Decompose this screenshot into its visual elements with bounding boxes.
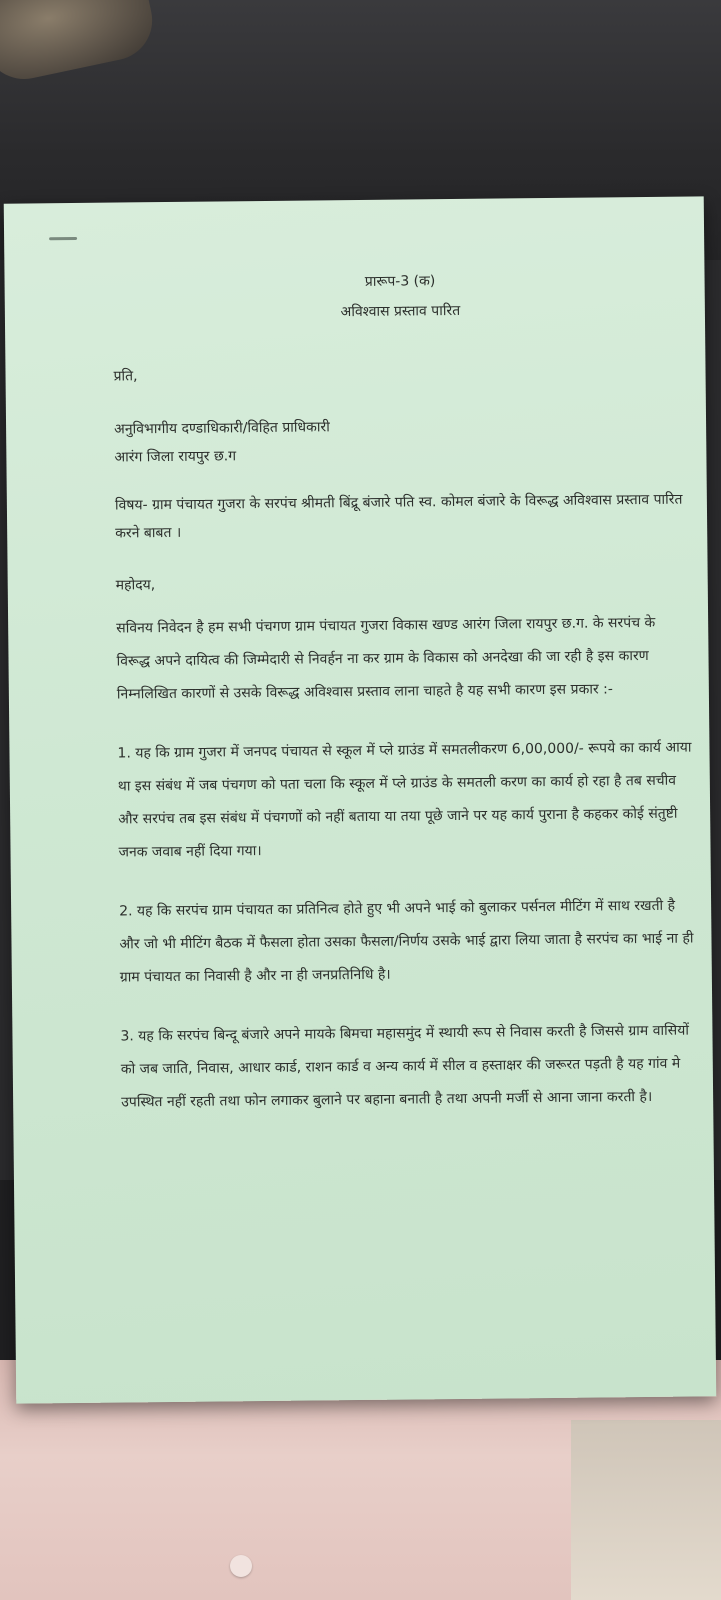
floor-background (571, 1420, 721, 1600)
point-paragraph: 2. यह कि सरपंच ग्राम पंचायत का प्रतिनित्व होते हुए भी अपने भाई को बुलाकर पर्सनल मीटिंग में साथ रखती है और जो भी मीटिंग बैठक में फैसला होता उसका फैसला/निर्णय उसके भाई द्वारा लिया जाता है सरपंच का भाई ना ही ग्राम पंचायत का निवासी है और ना ही जनप्रतिनिधि है। (119, 897, 694, 986)
recipient-block (114, 410, 690, 472)
intro-paragraph: सविनय निवेदन है हम सभी पंचगण ग्राम पंचायत गुजरा विकास खण्ड आरंग जिला रायपुर छ.ग. के सरपंच के विरूद्ध अपने दायित्व की जिम्मेदारी से निवर्हन ना कर ग्राम के विकास को अनदेखा की जा रही है इस कारण निम्नलिखित कारणों से उसके विरूद्ध अविश्वास प्रस्ताव लाना चाहते है यह सभी कारण इस प्रकार :- (116, 614, 656, 703)
document-body (112, 267, 696, 1120)
pen-mark (49, 237, 77, 240)
greeting: महोदय, (115, 577, 156, 594)
shirt-button (230, 1555, 252, 1577)
salutation: प्रति, (113, 368, 138, 385)
recipient-line: आरंग जिला रायपुर छ.ग (114, 448, 237, 466)
point-paragraph: 1. यह कि ग्राम गुजरा में जनपद पंचायत से स्कूल में प्ले ग्राउंड में समतलीकरण 6,00,000/- रूपये का कार्य आया था इस संबंध में जब पंचगण को पता चला कि स्कूल में प्ले ग्राउंड के समतली करण का कार्य हो रहा है तब सचीव और सरपंच तब इस संबंध में पंचगणों को नहीं बताया या तया पूछे जाने पर यह कार्य पुराना है कहकर कोई संतुष्टी जनक जवाब नहीं दिया गया। (117, 739, 692, 861)
document-sheet (4, 196, 717, 1403)
point-paragraph: 3. यह कि सरपंच बिन्दू बंजारे अपने मायके बिमचा महासमुंद में स्थायी रूप से निवास करती है जिससे ग्राम वासियों को जब जाति, निवास, आधार कार्ड, राशन कार्ड व अन्य कार्य में सील व हस्ताक्षर की जरूरत पड़ती है यह गांव मे उपस्थित नहीं रहती तथा फोन लगाकर बुलाने पर बहाना बनाती है तथा अपनी मर्जी से आना जाना करती है। (120, 1022, 690, 1111)
document-title: अविश्वास प्रस्ताव पारित (340, 302, 461, 321)
recipient-line: अनुविभागीय दण्डाधिकारी/विहित प्राधिकारी (114, 419, 330, 438)
form-number: प्रारूप-3 (क) (364, 273, 436, 290)
subject-line: विषय- ग्राम पंचायत गुजरा के सरपंच श्रीमती बिंद्रू बंजारे पति स्व. कोमल बंजारे के विरूद्ध अविश्वास प्रस्ताव पारित करने बाबत । (114, 491, 683, 542)
